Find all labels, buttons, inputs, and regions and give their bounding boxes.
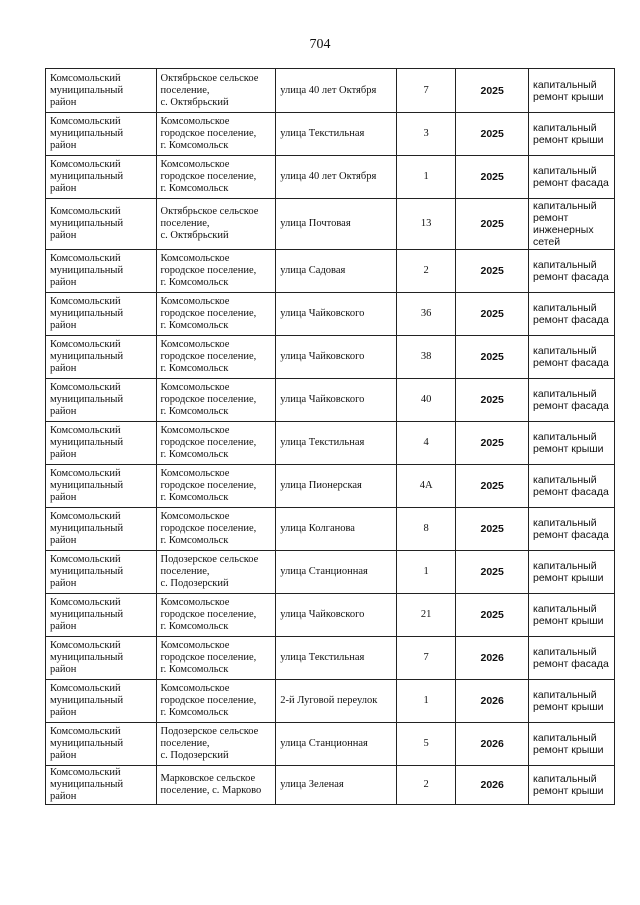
house-number-cell xyxy=(397,379,456,422)
settlement-cell xyxy=(156,422,276,465)
work-type-cell xyxy=(529,379,615,422)
settlement-cell xyxy=(156,508,276,551)
street-cell xyxy=(276,508,397,551)
work-type-cell xyxy=(529,551,615,594)
work-type-cell xyxy=(529,250,615,293)
district-cell-text: Комсомольский муниципальный район xyxy=(50,159,124,194)
district-cell-text: Комсомольский муниципальный район xyxy=(50,72,124,108)
house-number-cell xyxy=(397,551,456,594)
table-row xyxy=(46,594,615,637)
work-type-cell xyxy=(529,336,615,379)
table-row xyxy=(46,250,615,293)
district-cell xyxy=(46,422,157,465)
house-number-cell xyxy=(397,293,456,336)
work-type-cell-text: капитальный ремонт крыши xyxy=(533,773,604,797)
street-cell-text: улица Станционная xyxy=(280,738,368,749)
work-type-cell-text: капитальный ремонт фасада xyxy=(533,259,609,283)
settlement-cell xyxy=(156,766,276,805)
street-cell xyxy=(276,594,397,637)
street-cell-text: улица 40 лет Октября xyxy=(280,84,377,96)
street-cell-text: улица Текстильная xyxy=(280,128,365,139)
street-cell xyxy=(276,637,397,680)
year-cell-text: 2025 xyxy=(480,308,504,320)
house-number-cell xyxy=(397,680,456,723)
year-cell-text: 2025 xyxy=(480,566,504,578)
house-number-cell-text: 1 xyxy=(423,695,429,706)
year-cell-text: 2025 xyxy=(480,523,504,535)
work-type-cell xyxy=(529,113,615,156)
work-type-cell-text: капитальный ремонт крыши xyxy=(533,122,604,146)
settlement-cell-text: Комсомольское городское поселение, г. Комсомольск xyxy=(160,425,257,460)
street-cell xyxy=(276,680,397,723)
house-number-cell-text: 2 xyxy=(423,265,429,276)
settlement-cell-text: Комсомольское городское поселение, г. Комсомольск xyxy=(160,339,257,374)
district-cell xyxy=(46,723,157,766)
house-number-cell xyxy=(397,723,456,766)
year-cell-text: 2025 xyxy=(480,437,504,449)
district-cell xyxy=(46,551,157,594)
house-number-cell-text: 40 xyxy=(420,394,432,405)
house-number-cell xyxy=(397,465,456,508)
house-number-cell-text: 21 xyxy=(420,609,432,620)
house-number-cell xyxy=(397,422,456,465)
district-cell xyxy=(46,508,157,551)
year-cell-text: 2026 xyxy=(480,695,504,707)
work-type-cell xyxy=(529,637,615,680)
work-type-cell xyxy=(529,680,615,723)
district-cell-text: Комсомольский муниципальный район xyxy=(50,253,124,288)
house-number-cell-text: 2 xyxy=(423,779,429,790)
year-cell xyxy=(456,379,529,422)
settlement-cell-text: Комсомольское городское поселение, г. Комсомольск xyxy=(160,253,257,288)
street-cell xyxy=(276,156,397,199)
district-cell xyxy=(46,680,157,723)
page-number: 704 xyxy=(309,37,331,52)
district-cell xyxy=(46,199,157,250)
settlement-cell-text: Комсомольское городское поселение, г. Комсомольск xyxy=(160,640,257,675)
district-cell xyxy=(46,69,157,113)
year-cell-text: 2025 xyxy=(480,128,504,140)
street-cell-text: улица Чайковского xyxy=(280,609,365,620)
district-cell-text: Комсомольский муниципальный район xyxy=(50,116,124,151)
settlement-cell-text: Комсомольское городское поселение, г. Комсомольск xyxy=(160,468,257,503)
table-row xyxy=(46,723,615,766)
work-type-cell xyxy=(529,723,615,766)
settlement-cell xyxy=(156,723,276,766)
year-cell-text: 2025 xyxy=(480,351,504,363)
street-cell-text: улица Садовая xyxy=(280,265,346,276)
work-type-cell xyxy=(529,422,615,465)
work-type-cell xyxy=(529,594,615,637)
settlement-cell xyxy=(156,156,276,199)
settlement-cell-text: Марковское сельское поселение, с. Марково xyxy=(160,773,262,796)
street-cell xyxy=(276,199,397,250)
district-cell xyxy=(46,113,157,156)
street-cell-text: улица Станционная xyxy=(280,566,368,577)
district-cell xyxy=(46,336,157,379)
street-cell-text: улица Колганова xyxy=(280,523,355,534)
year-cell xyxy=(456,156,529,199)
district-cell-text: Комсомольский муниципальный район xyxy=(50,206,124,241)
work-type-cell xyxy=(529,465,615,508)
work-type-cell xyxy=(529,199,615,250)
house-number-cell xyxy=(397,637,456,680)
street-cell-text: улица Пионерская xyxy=(280,480,362,491)
work-type-cell-text: капитальный ремонт фасада xyxy=(533,517,609,541)
district-cell-text: Комсомольский муниципальный район xyxy=(50,597,124,632)
district-cell-text: Комсомольский муниципальный район xyxy=(50,726,124,761)
district-cell-text: Комсомольский муниципальный район xyxy=(50,640,124,675)
table-row xyxy=(46,465,615,508)
house-number-cell-text: 8 xyxy=(423,523,429,534)
settlement-cell xyxy=(156,379,276,422)
settlement-cell xyxy=(156,199,276,250)
settlement-cell xyxy=(156,680,276,723)
district-cell-text: Комсомольский муниципальный район xyxy=(50,339,124,374)
house-number-cell-text: 1 xyxy=(423,566,429,577)
street-cell-text: улица Чайковского xyxy=(280,308,365,319)
year-cell xyxy=(456,680,529,723)
year-cell xyxy=(456,250,529,293)
district-cell xyxy=(46,156,157,199)
street-cell-text: улица 40 лет Октября xyxy=(280,171,377,182)
settlement-cell-text: Октябрьское сельское поселение, с. Октябрьский xyxy=(160,206,259,241)
district-cell xyxy=(46,766,157,805)
settlement-cell-text: Комсомольское городское поселение, г. Комсомольск xyxy=(160,296,257,331)
settlement-cell-text: Подозерское сельское поселение, с. Подозерский xyxy=(160,726,259,761)
work-type-cell-text: капитальный ремонт крыши xyxy=(533,689,604,713)
year-cell xyxy=(456,199,529,250)
district-cell-text: Комсомольский муниципальный район xyxy=(50,382,124,417)
street-cell xyxy=(276,422,397,465)
settlement-cell-text: Комсомольское городское поселение, г. Комсомольск xyxy=(160,159,257,194)
year-cell xyxy=(456,293,529,336)
district-cell xyxy=(46,637,157,680)
work-type-cell xyxy=(529,508,615,551)
year-cell-text: 2025 xyxy=(480,171,504,183)
year-cell xyxy=(456,113,529,156)
house-number-cell-text: 13 xyxy=(420,218,432,229)
settlement-cell xyxy=(156,69,276,113)
street-cell-text: улица Чайковского xyxy=(280,351,365,362)
house-number-cell xyxy=(397,199,456,250)
year-cell xyxy=(456,336,529,379)
house-number-cell-text: 3 xyxy=(423,128,429,139)
settlement-cell-text: Комсомольское городское поселение, г. Комсомольск xyxy=(160,382,257,417)
year-cell xyxy=(456,766,529,805)
district-cell-text: Комсомольский муниципальный район xyxy=(50,425,124,460)
settlement-cell-text: Комсомольское городское поселение, г. Комсомольск xyxy=(160,116,257,151)
work-type-cell-text: капитальный ремонт крыши xyxy=(533,732,604,756)
year-cell xyxy=(456,69,529,113)
year-cell xyxy=(456,594,529,637)
settlement-cell xyxy=(156,465,276,508)
table-row xyxy=(46,680,615,723)
work-type-cell xyxy=(529,69,615,113)
street-cell xyxy=(276,113,397,156)
table-row xyxy=(46,156,615,199)
table-row xyxy=(46,379,615,422)
settlement-cell xyxy=(156,551,276,594)
year-cell xyxy=(456,422,529,465)
settlement-cell xyxy=(156,637,276,680)
year-cell-text: 2026 xyxy=(480,738,504,750)
settlement-cell-text: Подозерское сельское поселение, с. Подозерский xyxy=(160,554,259,589)
settlement-cell xyxy=(156,336,276,379)
work-type-cell-text: капитальный ремонт фасада xyxy=(533,646,609,670)
year-cell-text: 2025 xyxy=(480,265,504,277)
street-cell xyxy=(276,69,397,113)
table-row xyxy=(46,508,615,551)
table-row xyxy=(46,551,615,594)
street-cell xyxy=(276,551,397,594)
street-cell xyxy=(276,766,397,805)
year-cell-text: 2025 xyxy=(480,84,504,97)
district-cell xyxy=(46,379,157,422)
house-number-cell xyxy=(397,156,456,199)
work-type-cell-text: капитальный ремонт крыши xyxy=(533,78,604,103)
year-cell-text: 2025 xyxy=(480,609,504,621)
housing-repair-table xyxy=(45,68,615,805)
district-cell-text: Комсомольский муниципальный район xyxy=(50,511,124,546)
work-type-cell xyxy=(529,156,615,199)
house-number-cell xyxy=(397,508,456,551)
house-number-cell xyxy=(397,69,456,113)
settlement-cell xyxy=(156,594,276,637)
work-type-cell-text: капитальный ремонт фасада xyxy=(533,474,609,498)
district-cell-text: Комсомольский муниципальный район xyxy=(50,554,124,589)
table-row xyxy=(46,113,615,156)
street-cell xyxy=(276,465,397,508)
settlement-cell xyxy=(156,113,276,156)
table-row xyxy=(46,69,615,113)
district-cell-text: Комсомольский муниципальный район xyxy=(50,296,124,331)
work-type-cell-text: капитальный ремонт фасада xyxy=(533,388,609,412)
year-cell xyxy=(456,465,529,508)
table-row xyxy=(46,422,615,465)
work-type-cell-text: капитальный ремонт фасада xyxy=(533,302,609,326)
street-cell-text: улица Текстильная xyxy=(280,652,365,663)
house-number-cell xyxy=(397,766,456,805)
work-type-cell-text: капитальный ремонт фасада xyxy=(533,165,609,189)
work-type-cell-text: капитальный ремонт крыши xyxy=(533,431,604,455)
year-cell-text: 2025 xyxy=(480,480,504,492)
settlement-cell xyxy=(156,293,276,336)
settlement-cell-text: Комсомольское городское поселение, г. Комсомольск xyxy=(160,683,257,718)
work-type-cell xyxy=(529,766,615,805)
district-cell-text: Комсомольский муниципальный район xyxy=(50,468,124,503)
street-cell-text: 2-й Луговой переулок xyxy=(280,695,378,706)
district-cell xyxy=(46,250,157,293)
street-cell-text: улица Почтовая xyxy=(280,218,351,229)
settlement-cell-text: Октябрьское сельское поселение, с. Октябрьский xyxy=(160,72,259,108)
street-cell-text: улица Чайковского xyxy=(280,394,365,405)
year-cell xyxy=(456,723,529,766)
street-cell xyxy=(276,293,397,336)
house-number-cell-text: 1 xyxy=(423,171,429,182)
work-type-cell-text: капитальный ремонт крыши xyxy=(533,603,604,627)
house-number-cell xyxy=(397,250,456,293)
street-cell xyxy=(276,250,397,293)
year-cell-text: 2026 xyxy=(480,652,504,664)
house-number-cell xyxy=(397,594,456,637)
table-row xyxy=(46,637,615,680)
work-type-cell-text: капитальный ремонт фасада xyxy=(533,345,609,369)
year-cell-text: 2025 xyxy=(480,218,504,230)
street-cell xyxy=(276,336,397,379)
house-number-cell-text: 5 xyxy=(423,738,429,749)
table-row xyxy=(46,293,615,336)
district-cell xyxy=(46,293,157,336)
year-cell xyxy=(456,637,529,680)
settlement-cell xyxy=(156,250,276,293)
street-cell xyxy=(276,379,397,422)
year-cell-text: 2025 xyxy=(480,394,504,406)
work-type-cell-text: капитальный ремонт крыши xyxy=(533,560,604,584)
table-row xyxy=(46,199,615,250)
table-body xyxy=(46,69,615,805)
house-number-cell-text: 7 xyxy=(423,84,429,96)
street-cell-text: улица Зеленая xyxy=(280,779,344,790)
house-number-cell-text: 4А xyxy=(419,480,433,491)
house-number-cell-text: 7 xyxy=(423,652,429,663)
street-cell xyxy=(276,723,397,766)
district-cell xyxy=(46,594,157,637)
settlement-cell-text: Комсомольское городское поселение, г. Комсомольск xyxy=(160,597,257,632)
house-number-cell-text: 4 xyxy=(423,437,429,448)
district-cell xyxy=(46,465,157,508)
house-number-cell-text: 38 xyxy=(420,351,432,362)
house-number-cell xyxy=(397,336,456,379)
year-cell xyxy=(456,551,529,594)
house-number-cell-text: 36 xyxy=(420,308,432,319)
year-cell-text: 2026 xyxy=(480,779,504,791)
street-cell-text: улица Текстильная xyxy=(280,437,365,448)
work-type-cell xyxy=(529,293,615,336)
district-cell-text: Комсомольский муниципальный район xyxy=(50,683,124,718)
table-row xyxy=(46,766,615,805)
house-number-cell xyxy=(397,113,456,156)
table-row xyxy=(46,336,615,379)
settlement-cell-text: Комсомольское городское поселение, г. Комсомольск xyxy=(160,511,257,546)
work-type-cell-text: капитальный ремонт инженерных сетей xyxy=(533,200,597,248)
year-cell xyxy=(456,508,529,551)
district-cell-text: Комсомольский муниципальный район xyxy=(50,767,124,802)
